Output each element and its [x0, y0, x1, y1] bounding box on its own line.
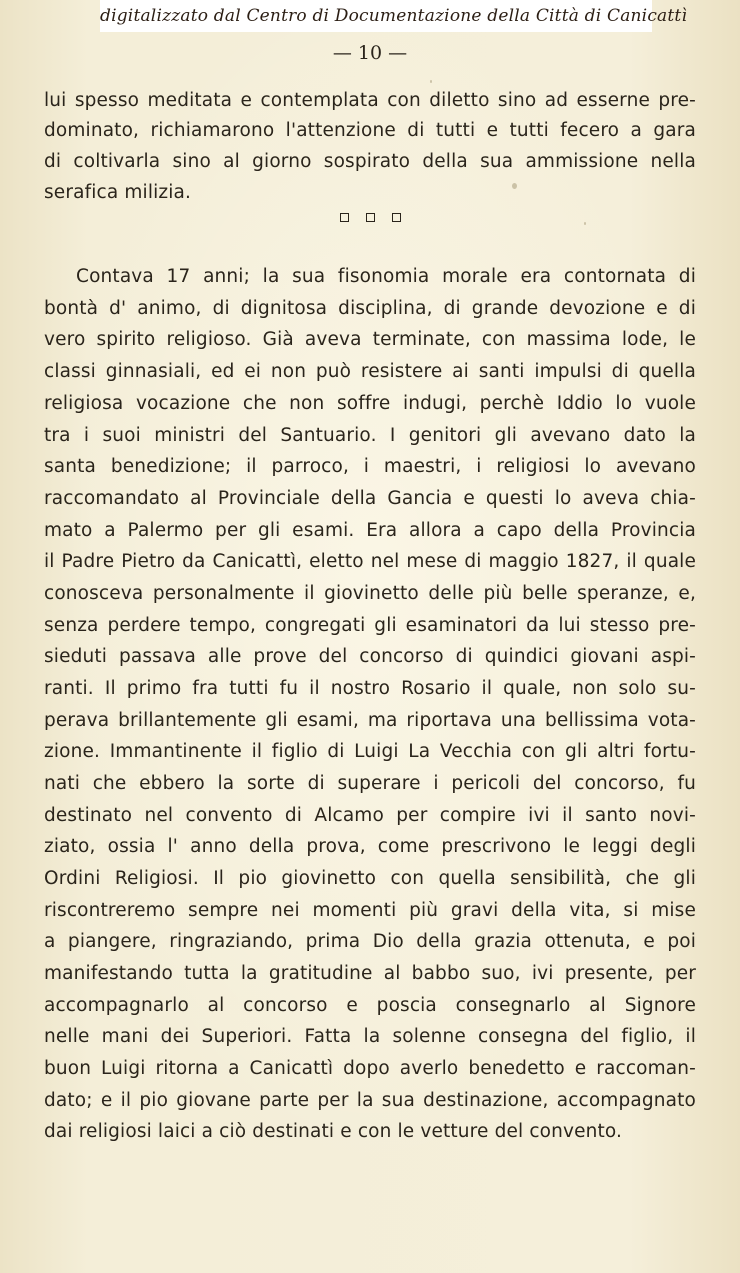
text-line: mato a Palermo per gli esami. Era allora a capo della Provincia	[44, 520, 696, 541]
paper-speck	[512, 183, 517, 189]
text-line: sieduti passava alle prove del concorso di quindici giovani aspi-	[44, 646, 696, 667]
text-line: accompagnarlo al concorso e poscia consegnarlo al Signore	[44, 995, 696, 1016]
text-line: Contava 17 anni; la sua fisonomia morale era contornata di	[76, 266, 696, 287]
text-line: senza perdere tempo, congregati gli esaminatori da lui stesso pre-	[44, 615, 696, 636]
text-line: lui spesso meditata e contemplata con diletto sino ad esserne pre-	[44, 90, 696, 111]
text-line: perava brillantemente gli esami, ma riportava una bellissima vota-	[44, 710, 696, 731]
text-line: dai religiosi laici a ciò destinati e con le vetture del convento.	[44, 1121, 623, 1142]
page-number: — 10 —	[332, 42, 408, 64]
text-line: vero spirito religioso. Già aveva terminate, con massima lode, le	[44, 329, 696, 350]
text-line: religiosa vocazione che non soffre indugi, perchè Iddio lo vuole	[44, 393, 696, 414]
paper-speck	[584, 222, 586, 225]
text-line: destinato nel convento di Alcamo per compire ivi il santo novi-	[44, 805, 696, 826]
section-separator	[0, 207, 740, 227]
text-line: classi ginnasiali, ed ei non può resistere ai santi impulsi di quella	[44, 361, 696, 382]
text-line: raccomandato al Provinciale della Gancia e questi lo aveva chia-	[44, 488, 696, 509]
text-line: tra i suoi ministri del Santuario. I genitori gli avevano dato la	[44, 425, 696, 446]
separator-square-icon	[340, 213, 349, 222]
text-line: dominato, richiamarono l'attenzione di tutti e tutti fecero a gara	[44, 120, 696, 141]
text-line: a piangere, ringraziando, prima Dio della grazia ottenuta, e poi	[44, 931, 696, 952]
text-line: ziato, ossia l' anno della prova, come prescrivono le leggi degli	[44, 836, 696, 857]
text-line: bontà d' animo, di dignitosa disciplina, di grande devozione e di	[44, 298, 696, 319]
text-line: Ordini Religiosi. Il pio giovinetto con quella sensibilità, che gli	[44, 868, 696, 889]
text-line: manifestando tutta la gratitudine al babbo suo, ivi presente, per	[44, 963, 696, 984]
separator-square-icon	[366, 213, 375, 222]
text-line: santa benedizione; il parroco, i maestri, i religiosi lo avevano	[44, 456, 696, 477]
text-line: serafica milizia.	[44, 182, 192, 203]
text-line: nelle mani dei Superiori. Fatta la solenne consegna del figlio, il	[44, 1026, 696, 1047]
separator-square-icon	[392, 213, 401, 222]
text-line: nati che ebbero la sorte di superare i pericoli del concorso, fu	[44, 773, 696, 794]
paper-speck	[430, 80, 432, 83]
text-line: di coltivarla sino al giorno sospirato della sua ammissione nella	[44, 151, 696, 172]
text-line: ranti. Il primo fra tutti fu il nostro Rosario il quale, non solo su-	[44, 678, 696, 699]
digitization-watermark: digitalizzato dal Centro di Documentazione della Città di Canicattì	[100, 0, 652, 32]
text-line: buon Luigi ritorna a Canicattì dopo averlo benedetto e raccoman-	[44, 1058, 696, 1079]
text-line: dato; e il pio giovane parte per la sua destinazione, accompagnato	[44, 1090, 696, 1111]
text-line: riscontreremo sempre nei momenti più gravi della vita, si mise	[44, 900, 696, 921]
text-line: conosceva personalmente il giovinetto delle più belle speranze, e,	[44, 583, 696, 604]
text-line: zione. Immantinente il figlio di Luigi La Vecchia con gli altri fortu-	[44, 741, 696, 762]
text-line: il Padre Pietro da Canicattì, eletto nel mese di maggio 1827, il quale	[44, 551, 696, 572]
